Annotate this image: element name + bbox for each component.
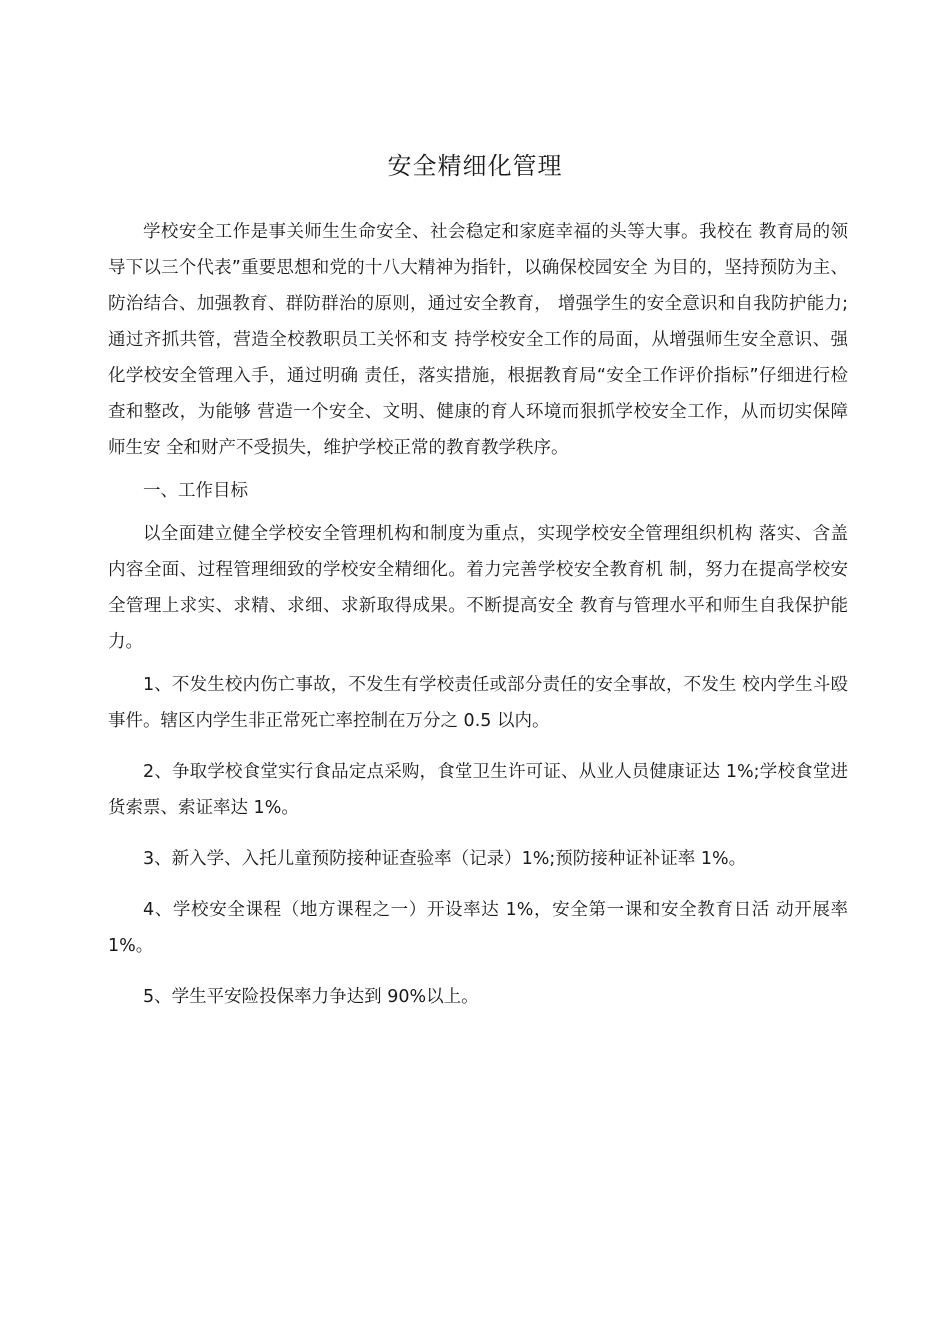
goal-item-5: 5、学生平安险投保率力争达到 90%以上。 — [143, 987, 479, 1007]
goal-item-4: 4、学校安全课程（地方课程之一）开设率达 1%，安全第一课和安全教育日活 动开展率 1%。 — [108, 900, 848, 956]
intro-paragraph: 学校安全工作是事关师生生命安全、社会稳定和家庭幸福的头等大事。我校在 教育局的领导下以三个代表”重要思想和党的十八大精神为指针，以确保校园安全 为目的，坚持预防为主、防治结合、加强教育、群防群治的原则，通过安全教育， 增强学生的安全意识和自我防护能力;通过齐抓共管，营造全校教职员工关怀和支 持学校安全工作的局面，从增强师生安全意识、强化学校安全管理入手，通过明确 责任，落实措施，根据教育局“安全工作评价指标”仔细进行检查和整改，为能够 营造一个安全、文明、健康的育人环境而狠抓学校安全工作，从而切实保障师生安 全和财产不受损失，维护学校正常的教育教学秩序。 — [108, 222, 848, 458]
document-body — [108, 214, 848, 1022]
goal-item-3: 3、新入学、入托儿童预防接种证查验率（记录）1%;预防接种证补证率 1%。 — [143, 849, 747, 869]
goal-item-2: 2、争取学校食堂实行食品定点采购，食堂卫生许可证、从业人员健康证达 1%;学校食堂进货索票、索证率达 1%。 — [108, 762, 848, 818]
goal-item-1: 1、不发生校内伤亡事故，不发生有学校责任或部分责任的安全事故，不发生 校内学生斗殴事件。辖区内学生非正常死亡率控制在万分之 0.5 以内。 — [108, 675, 848, 731]
goals-overview-paragraph: 以全面建立健全学校安全管理机构和制度为重点，实现学校安全管理组织机构 落实、含盖内容全面、过程管理细致的学校安全精细化。着力完善学校安全教育机 制，努力在提高学校安全管理上求实、求精、求细、求新取得成果。不断提高安全 教育与管理水平和师生自我保护能力。 — [108, 524, 848, 652]
document-title: 安全精细化管理 — [387, 152, 563, 180]
section-heading-work-goals: 一、工作目标 — [143, 481, 248, 501]
